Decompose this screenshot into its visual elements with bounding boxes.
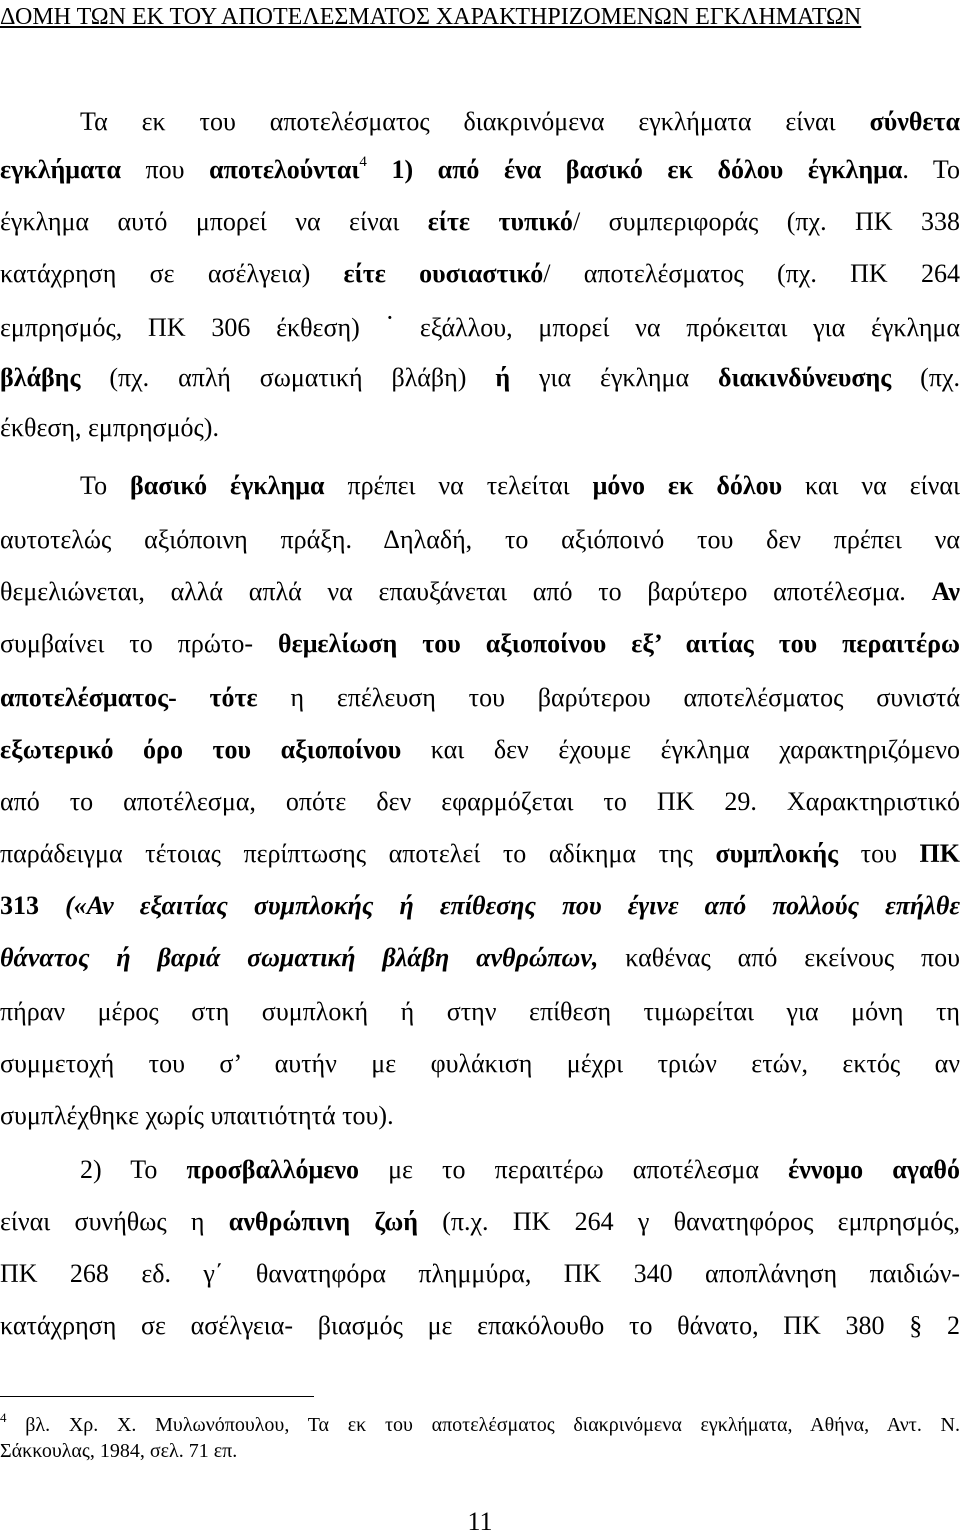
body-line: αυτοτελώς αξιόποινη πράξη. Δηλαδή, το αξιόποινό του δεν πρέπει να: [0, 525, 960, 554]
body-line: εξωτερικό όρο του αξιοποίνου και δεν έχουμε έγκλημα χαρακτηριζόμενο: [0, 735, 960, 764]
body-line: παράδειγμα τέτοιας περίπτωσης αποτελεί το αδίκημα της συμπλοκής του ΠΚ: [0, 839, 960, 868]
body-line: κατάχρηση σε ασέλγεια- βιασμός με επακόλουθο το θάνατο, ΠΚ 380 § 2: [0, 1311, 960, 1340]
body-line: συμπλέχθηκε χωρίς υπαιτιότητά του).: [0, 1101, 394, 1130]
page-number: 11: [467, 1507, 493, 1536]
body-line: 313 («Αν εξαιτίας συμπλοκής ή επίθεσης που έγινε από πολλούς επήλθε: [0, 891, 960, 920]
body-line: είναι συνήθως η ανθρώπινη ζωή (π.χ. ΠΚ 264 γ θανατηφόρος εμπρησμός,: [0, 1207, 960, 1236]
body-line: αποτελέσματος- τότε η επέλευση του βαρύτερου αποτελέσματος συνιστά: [0, 683, 960, 712]
body-line: Το βασικό έγκλημα πρέπει να τελείται μόνο εκ δόλου και να είναι: [80, 471, 960, 500]
body-line: βλάβης (πχ. απλή σωματική βλάβη) ή για έγκλημα διακινδύνευσης (πχ.: [0, 363, 960, 392]
body-line: θεμελιώνεται, αλλά απλά να επαυξάνεται από το βαρύτερο αποτέλεσμα. Αν: [0, 577, 960, 606]
footnote-divider: [0, 1396, 314, 1397]
body-line: Τα εκ του αποτελέσματος διακρινόμενα εγκλήματα είναι σύνθετα: [80, 107, 960, 136]
footnote-line: Σάκκουλας, 1984, σελ. 71 επ.: [0, 1440, 238, 1462]
body-line: 2) Το προσβαλλόμενο με το περαιτέρω αποτέλεσμα έννομο αγαθό: [80, 1155, 960, 1184]
body-line: θάνατος ή βαριά σωματική βλάβη ανθρώπων, καθένας από εκείνους που: [0, 943, 960, 972]
body-line: εγκλήματα που αποτελούνται$^4$ 1) από ένα βασικό εκ δόλου έγκλημα. Το: [0, 154, 960, 184]
body-line: έκθεση, εμπρησμός).: [0, 413, 219, 442]
body-line: κατάχρηση σε ασέλγεια) είτε ουσιαστικό/ αποτελέσματος (πχ. ΠΚ 264: [0, 259, 960, 288]
body-line: συμβαίνει το πρώτο- θεμελίωση του αξιοποίνου εξ’ αιτίας του περαιτέρω: [0, 629, 960, 658]
body-line: ΠΚ 268 εδ. γ΄ θανατηφόρα πλημμύρα, ΠΚ 340 αποπλάνηση παιδιών-: [0, 1259, 960, 1288]
section-heading: ΔΟΜΗ ΤΩΝ ΕΚ ΤΟΥ ΑΠΟΤΕΛΕΣΜΑΤΟΣ ΧΑΡΑΚΤΗΡΙΖΟΜΕΝΩΝ ΕΓΚΛΗΜΑΤΩΝ: [0, 4, 862, 30]
body-line: συμμετοχή του σ’ αυτήν με φυλάκιση μέχρι τριών ετών, εκτός αν: [0, 1049, 960, 1078]
body-line: από το αποτέλεσμα, οπότε δεν εφαρμόζεται το ΠΚ 29. Χαρακτηριστικό: [0, 787, 960, 816]
body-line: πήραν μέρος στη συμπλοκή ή στην επίθεση τιμωρείται για μόνη τη: [0, 997, 960, 1026]
footnote-line: $^4$ βλ. Χρ. Χ. Μυλωνόπουλου, Τα εκ του αποτελέσματος διακρινόμενα εγκλήματα, Αθήνα, Αντ. Ν.: [0, 1410, 960, 1436]
footnote-ref: 4: [359, 154, 367, 170]
body-line: εμπρησμός, ΠΚ 306 έκθεση) · εξάλλου, μπορεί να πρόκειται για έγκλημα: [0, 303, 960, 342]
body-line: έγκλημα αυτό μπορεί να είναι είτε τυπικό/ συμπεριφοράς (πχ. ΠΚ 338: [0, 207, 960, 236]
